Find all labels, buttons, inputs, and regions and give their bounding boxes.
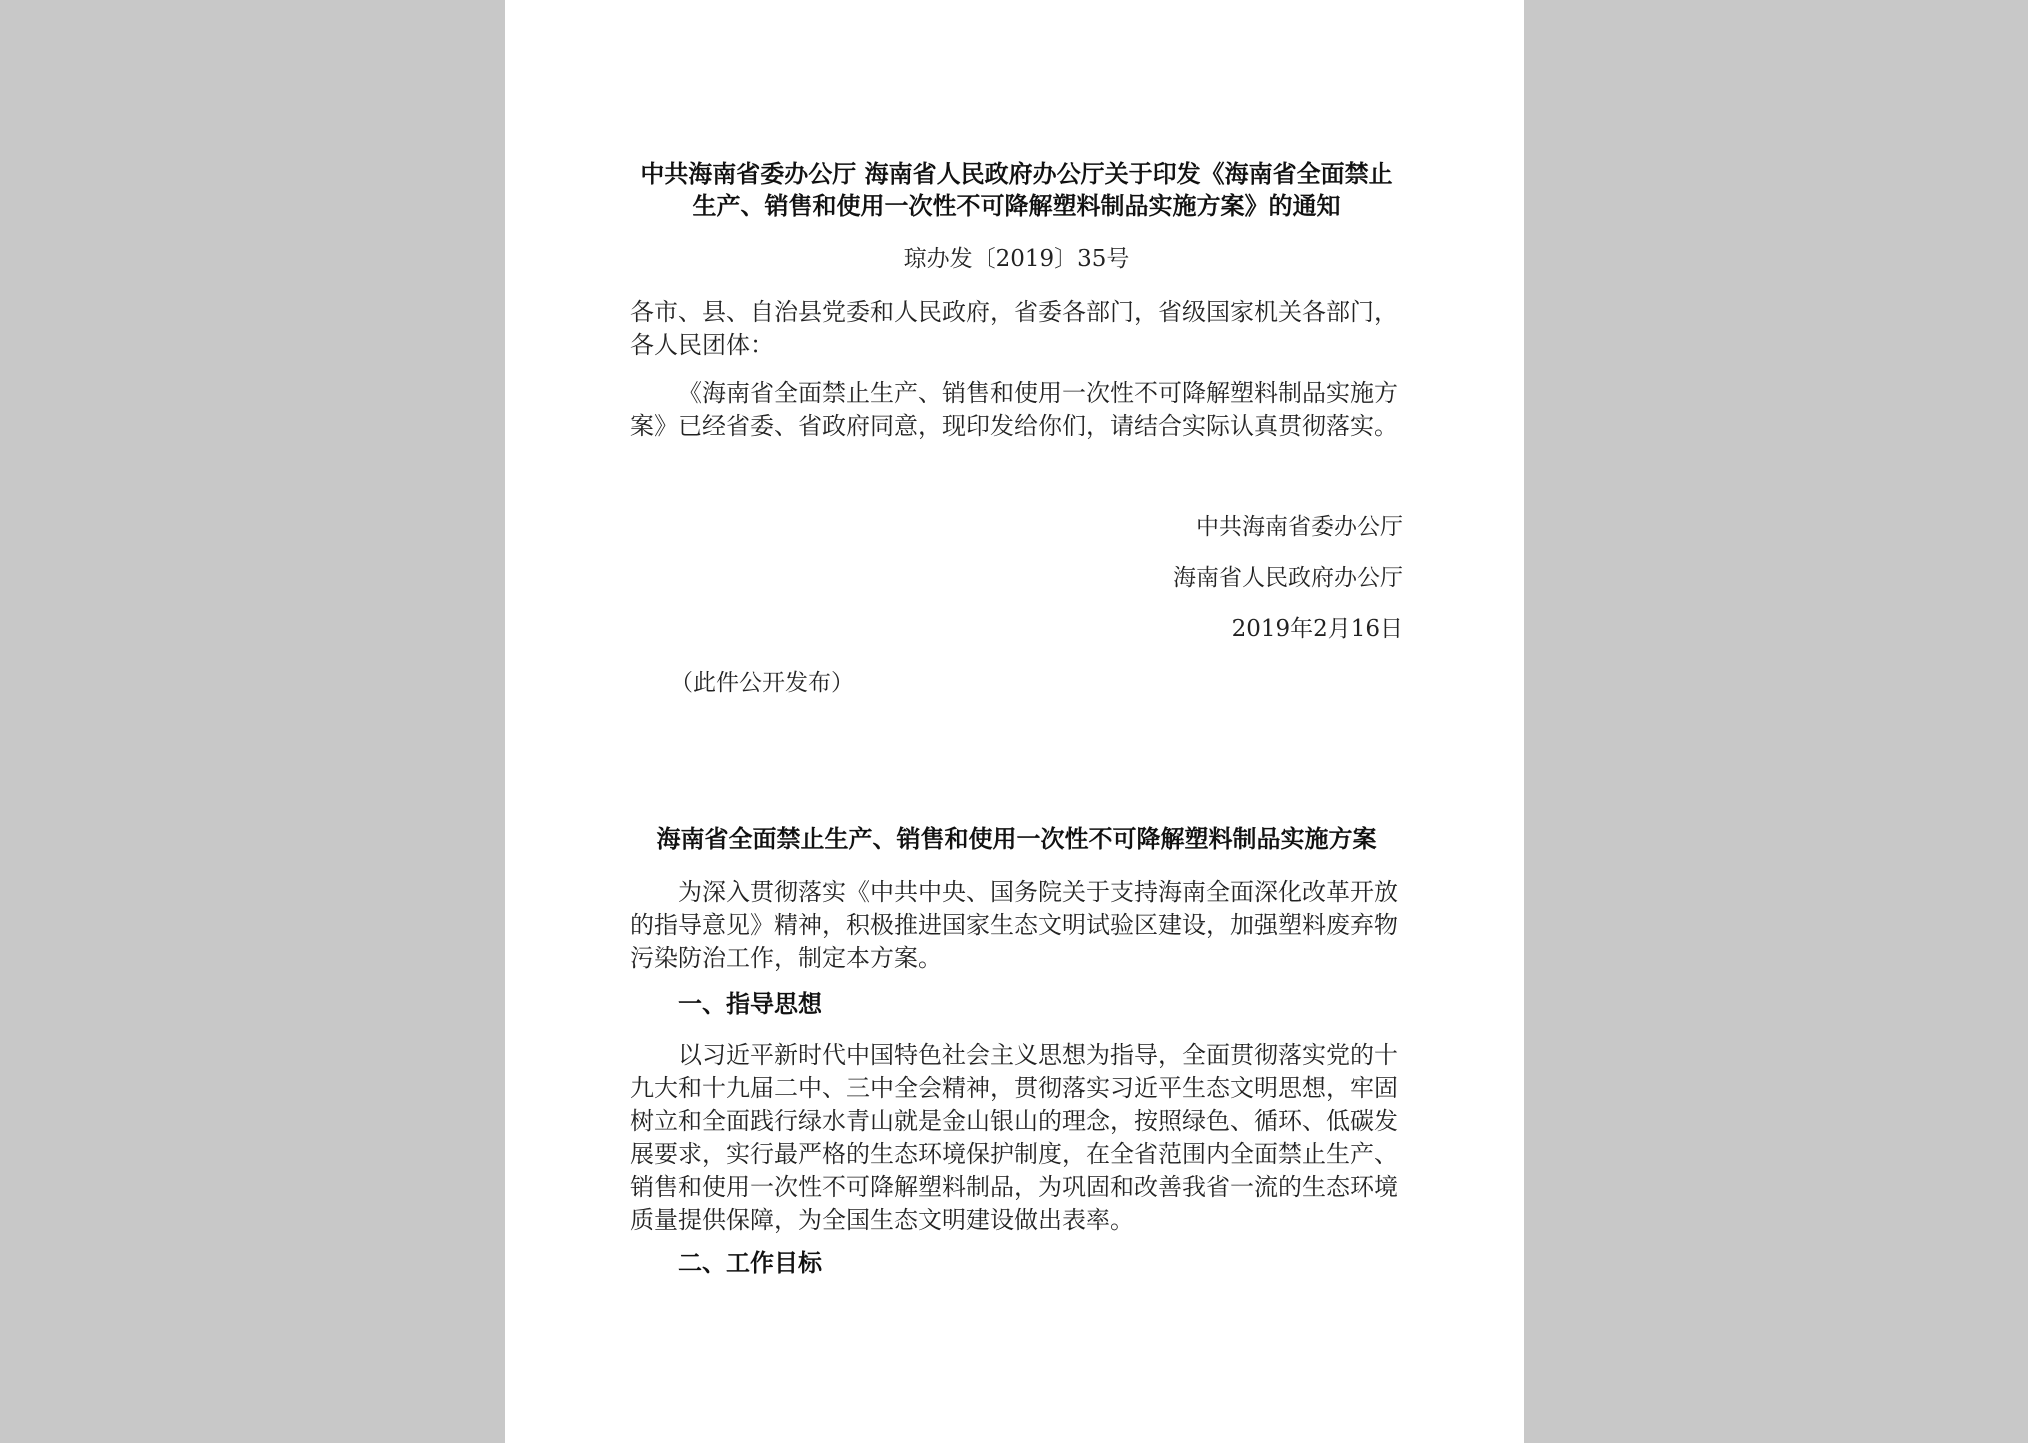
- section-heading-guiding-ideology: 一、指导思想: [678, 989, 822, 1018]
- plan-title: 海南省全面禁止生产、销售和使用一次性不可降解塑料制品实施方案: [656, 824, 1377, 853]
- notice-body: 《海南省全面禁止生产、销售和使用一次性不可降解塑料制品实施方案》已经省委、省政府同意，现印发给你们，请结合实际认真贯彻落实。: [630, 379, 1398, 440]
- notice-title: [630, 158, 1403, 222]
- notice-title-line1: 中共海南省委办公厅 海南省人民政府办公厅关于印发《海南省全面禁止: [640, 159, 1393, 188]
- issue-date: 2019年2月16日: [1231, 616, 1403, 642]
- document-number: 琼办发〔2019〕35号: [903, 246, 1130, 272]
- section-heading-work-goals: 二、工作目标: [678, 1248, 822, 1277]
- publication-note: （此件公开发布）: [670, 670, 854, 696]
- notice-title-line2: 生产、销售和使用一次性不可降解塑料制品实施方案》的通知: [692, 191, 1341, 220]
- signature-government-office: 海南省人民政府办公厅: [1173, 565, 1403, 591]
- addressee: 各市、县、自治县党委和人民政府，省委各部门，省级国家机关各部门，各人民团体：: [630, 298, 1398, 359]
- signature-party-office: 中共海南省委办公厅: [1196, 514, 1403, 540]
- plan-intro: 为深入贯彻落实《中共中央、国务院关于支持海南全面深化改革开放的指导意见》精神，积极推进国家生态文明试验区建设，加强塑料废弃物污染防治工作，制定本方案。: [630, 878, 1398, 972]
- section-body-guiding-ideology: 以习近平新时代中国特色社会主义思想为指导，全面贯彻落实党的十九大和十九届二中、三中全会精神，贯彻落实习近平生态文明思想，牢固树立和全面践行绿水青山就是金山银山的理念，按照绿色、循环、低碳发展要求，实行最严格的生态环境保护制度，在全省范围内全面禁止生产、销售和使用一次性不可降解塑料制品，为巩固和改善我省一流的生态环境质量提供保障，为全国生态文明建设做出表率。: [630, 1041, 1398, 1234]
- document-page: [505, 0, 1524, 1443]
